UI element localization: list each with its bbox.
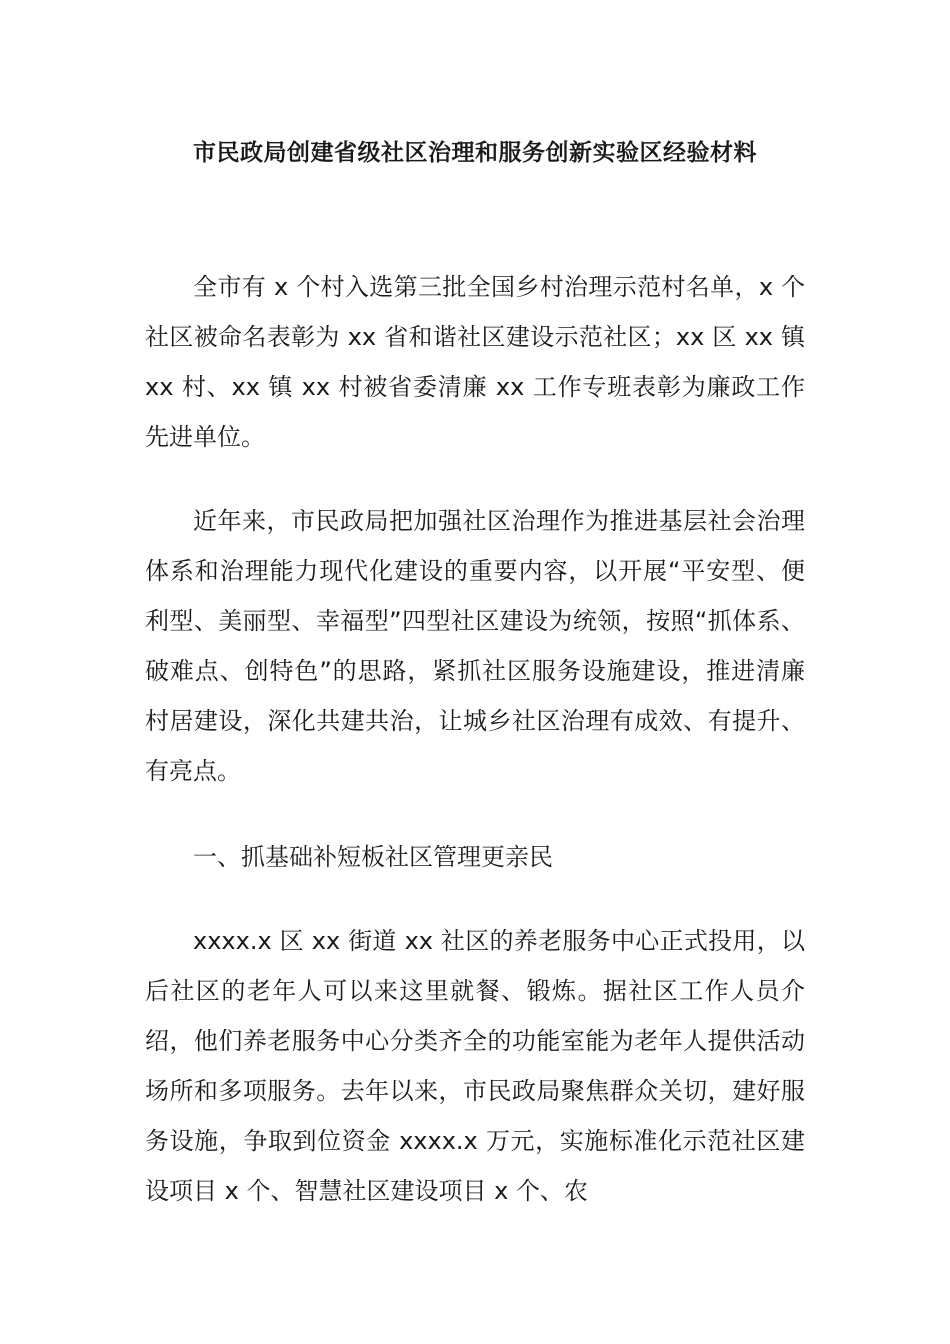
paragraph-elderly-service-center: xxxx.x 区 xx 街道 xx 社区的养老服务中心正式投用，以后社区的老年人可以来这里就餐、锻炼。据社区工作人员介绍，他们养老服务中心分类齐全的功能室能为老年人提供活动场所和多项服务。去年以来，市民政局聚焦群众关切，建好服务设施，争取到位资金 xxxx.x 万元，实施标准化示范社区建设项目 x 个、智慧社区建设项目 x 个、农 bbox=[145, 927, 805, 1205]
paragraph-village-awards: 全市有 x 个村入选第三批全国乡村治理示范村名单，x 个社区被命名表彰为 xx 省和谐社区建设示范社区；xx 区 xx 镇 xx 村、xx 镇 xx 村被省委清廉 xx 工作专班表彰为廉政工作先进单位。 bbox=[145, 273, 805, 451]
paragraph-overview: 近年来，市民政局把加强社区治理作为推进基层社会治理体系和治理能力现代化建设的重要内容，以开展“平安型、便利型、美丽型、幸福型”四型社区建设为统领，按照“抓体系、破难点、创特色”的思路，紧抓社区服务设施建设，推进清廉村居建设，深化共建共治，让城乡社区治理有成效、有提升、有亮点。 bbox=[145, 507, 805, 785]
document-title: 市民政局创建省级社区治理和服务创新实验区经验材料 bbox=[193, 140, 757, 166]
section-heading-1: 一、抓基础补短板社区管理更亲民 bbox=[193, 843, 553, 871]
